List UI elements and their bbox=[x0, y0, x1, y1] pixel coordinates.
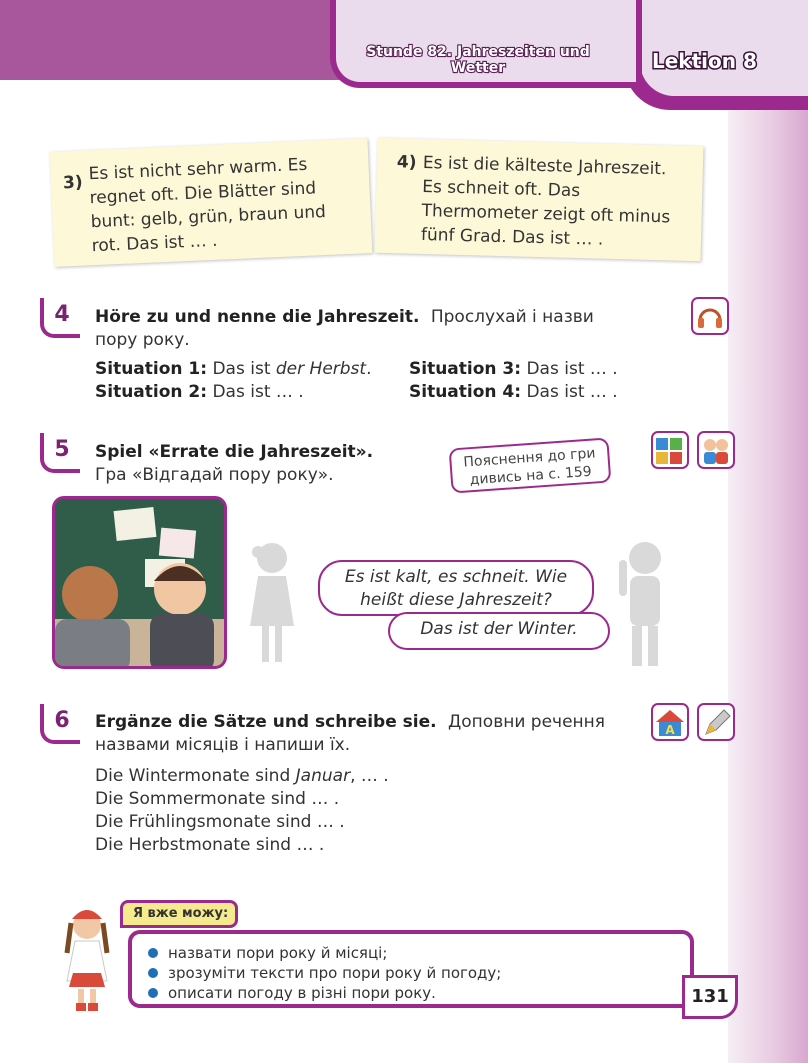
summary-tab: Я вже можу: bbox=[120, 900, 238, 928]
bubble-line: heißt diese Jahreszeit? bbox=[360, 590, 552, 610]
lesson-title: Stunde 82. Jahreszeiten und Wetter bbox=[366, 44, 590, 76]
right-margin-strip bbox=[728, 0, 808, 1063]
note-number: 3) bbox=[62, 172, 84, 194]
speech-bubble-question bbox=[318, 560, 594, 616]
task5-subtitle: Гра «Відгадай пору року». bbox=[95, 465, 334, 485]
speech-bubble-answer bbox=[388, 612, 610, 650]
explain-line: дивись на с. 159 bbox=[469, 463, 593, 489]
situation-2 bbox=[95, 382, 304, 402]
girl-silhouette bbox=[248, 540, 298, 665]
note-card-4 bbox=[375, 138, 704, 261]
sentence-spring: Die Frühlingsmonate sind … . bbox=[95, 812, 345, 832]
summary-item-text: зрозуміти тексти про пори року й погоду; bbox=[168, 964, 502, 982]
sentence-winter bbox=[95, 766, 389, 786]
bubble-line: Das ist der Winter. bbox=[420, 619, 578, 639]
summary-item-text: описати погоду в різні пори року. bbox=[168, 984, 436, 1002]
bullet-icon bbox=[148, 968, 158, 978]
summary-item bbox=[148, 944, 387, 962]
sentence-answer: Januar bbox=[295, 766, 351, 786]
sentence-text: Die Wintermonate sind bbox=[95, 766, 291, 786]
sentence-summer: Die Sommermonate sind … . bbox=[95, 789, 340, 809]
girl-illustration bbox=[58, 905, 116, 1013]
summary-item-text: назвати пори року й місяці; bbox=[168, 944, 388, 962]
situation-text: Das ist bbox=[212, 359, 271, 379]
situation-answer: der Herbst bbox=[275, 359, 367, 379]
task6-subtitle: Доповни речення bbox=[448, 712, 605, 732]
task5-title: Spiel «Errate die Jahreszeit». bbox=[95, 442, 374, 462]
task-number-4: 4 bbox=[40, 298, 80, 338]
summary-item bbox=[148, 964, 501, 982]
situation-label: Situation 2: bbox=[95, 382, 208, 402]
svg-text:A: A bbox=[665, 723, 675, 737]
task-number-5: 5 bbox=[40, 433, 80, 473]
pencil-icon bbox=[696, 702, 732, 738]
situation-4 bbox=[409, 382, 618, 402]
sentence-autumn: Die Herbstmonate sind … . bbox=[95, 835, 325, 855]
sentence-end: , … . bbox=[350, 766, 389, 786]
situation-label: Situation 3: bbox=[409, 359, 522, 379]
note-number: 4) bbox=[396, 152, 417, 173]
task6-instruction bbox=[95, 711, 620, 757]
situation-text: Das ist … . bbox=[526, 382, 618, 402]
note-text: Es ist die kälteste Jahreszeit. Es schneit oft. Das Thermometer zeigt oft minus fünf Grad. Das ist … . bbox=[420, 152, 671, 250]
task4-instruction bbox=[95, 306, 620, 352]
classroom-photo bbox=[52, 496, 227, 669]
situation-label: Situation 1: bbox=[95, 359, 208, 379]
task6-title: Ergänze die Sätze und schreibe sie. bbox=[95, 712, 437, 732]
lektion-label: Lektion 8 bbox=[652, 49, 757, 73]
task5-instruction bbox=[95, 441, 435, 487]
headphones-icon bbox=[690, 296, 726, 332]
summary-item bbox=[148, 984, 436, 1002]
situation-text: Das ist … . bbox=[212, 382, 304, 402]
situation-end: . bbox=[366, 359, 372, 379]
task6-subtitle-2: назвами місяців і напиши їх. bbox=[95, 735, 351, 755]
alphabet-house-icon bbox=[650, 702, 686, 738]
situation-1 bbox=[95, 359, 372, 379]
children-icon bbox=[696, 430, 732, 466]
note-text: Es ist nicht sehr warm. Es regnet oft. Die Blätter sind bunt: gelb, grün, braun und rot. Das ist … . bbox=[88, 154, 327, 257]
task4-subtitle-2: пору року. bbox=[95, 330, 190, 350]
bullet-icon bbox=[148, 988, 158, 998]
rules-reference-note bbox=[449, 437, 612, 493]
lektion-tab bbox=[640, 0, 808, 96]
situation-label: Situation 4: bbox=[409, 382, 522, 402]
note-card-3 bbox=[50, 138, 373, 267]
boy-silhouette bbox=[615, 540, 670, 668]
task4-title: Höre zu und nenne die Jahreszeit. bbox=[95, 307, 420, 327]
page-number: 131 bbox=[682, 975, 738, 1019]
bullet-icon bbox=[148, 948, 158, 958]
situation-3 bbox=[409, 359, 618, 379]
task-number-6: 6 bbox=[40, 704, 80, 744]
bubble-line: Es ist kalt, es schneit. Wie bbox=[344, 567, 568, 587]
situation-text: Das ist … . bbox=[526, 359, 618, 379]
blocks-icon bbox=[650, 430, 686, 466]
explain-line: Пояснення до гри bbox=[462, 445, 596, 471]
task4-subtitle: Прослухай і назви bbox=[430, 307, 594, 327]
